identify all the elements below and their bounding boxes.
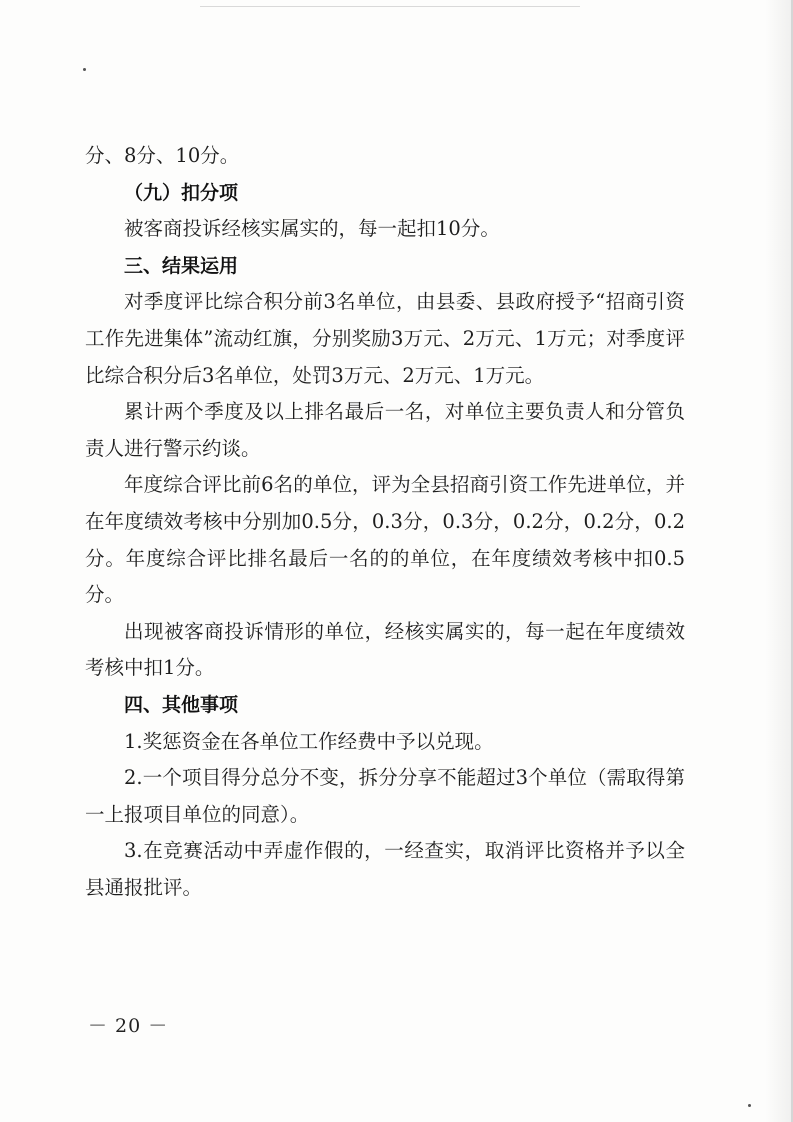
list-item: 3.在竞赛活动中弄虚作假的，一经查实，取消评比资格并予以全县通报批评。	[85, 839, 685, 899]
section-heading: 三、结果运用	[124, 254, 239, 277]
scan-shadow-edge	[765, 0, 791, 1122]
document-body	[85, 138, 685, 906]
list-item: 1.奖惩资金在各单位工作经费中予以兑现。	[124, 729, 494, 753]
paragraph: 被客商投诉经核实属实的，每一起扣10分。	[124, 217, 500, 241]
list-item: 2.一个项目得分总分不变，拆分分享不能超过3个单位（需取得第一上报项目单位的同意）。	[85, 766, 685, 826]
scan-speck	[748, 1104, 751, 1107]
page-number: － 20 －	[88, 1015, 169, 1037]
paragraph: 对季度评比综合积分前3名单位，由县委、县政府授予“招商引资工作先进集体”流动红旗，分别奖励3万元、2万元、1万元；对季度评比综合积分后3名单位，处罚3万元、2万元、1万元。	[85, 290, 685, 387]
scan-speck	[83, 68, 86, 71]
section-heading: （九）扣分项	[124, 181, 239, 204]
scan-top-line	[200, 6, 580, 7]
paragraph: 出现被客商投诉情形的单位，经核实属实的，每一起在年度绩效考核中扣1分。	[85, 619, 685, 680]
paragraph: 累计两个季度及以上排名最后一名，对单位主要负责人和分管负责人进行警示约谈。	[85, 400, 685, 460]
paragraph: 年度综合评比前6名的单位，评为全县招商引资工作先进单位，并在年度绩效考核中分别加0.5分，0.3分，0.3分，0.2分，0.2分，0.2分。年度综合评比排名最后一名的的单位，在年度绩效考核中扣0.5分。	[85, 473, 685, 607]
paragraph: 分、8分、10分。	[85, 144, 240, 167]
section-heading: 四、其他事项	[124, 693, 239, 716]
